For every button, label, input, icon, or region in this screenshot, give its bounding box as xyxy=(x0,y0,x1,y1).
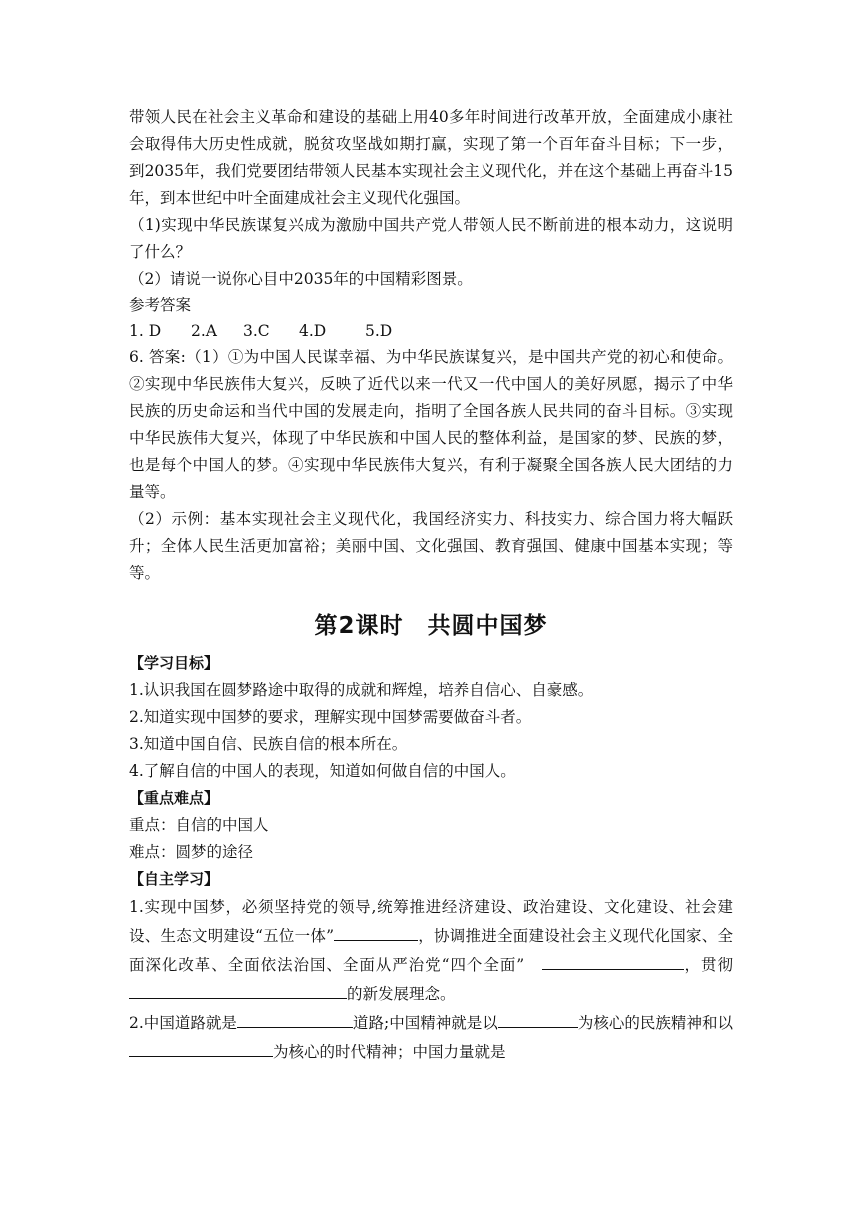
goals-heading: 【学习目标】 xyxy=(129,654,220,672)
goal-item: 1.认识我国在圆梦路途中取得的成就和辉煌，培养自信心、自豪感。 xyxy=(129,681,594,699)
question-1: （1)实现中华民族谋复兴成为激励中国共产党人带领人民不断前进的根本动力，这说明了什么？ xyxy=(129,216,733,261)
fill-blank[interactable] xyxy=(542,953,684,970)
key-point: 重点：自信的中国人 xyxy=(129,816,269,834)
goal-item: 2.知道实现中国梦的要求，理解实现中国梦需要做奋斗者。 xyxy=(129,708,532,726)
fill-blank[interactable] xyxy=(334,924,418,941)
fill-blank[interactable] xyxy=(129,1040,273,1057)
answer-6-part-1: 6. 答案:（1）①为中国人民谋幸福、为中华民族谋复兴，是中国共产党的初心和使命。②实现中华民族伟大复兴，反映了近代以来一代又一代中国人的美好夙愿，揭示了中华民族的历史命运和当代中国的发展走向，指明了全国各族人民共同的奋斗目标。③实现中华民族伟大复兴，体现了中华民族和中国人民的整体利益，是国家的梦、民族的梦，也是每个中国人的梦。④实现中华民族伟大复兴，有利于凝聚全国各族人民大团结的力量等。 xyxy=(129,348,733,501)
fill-blank[interactable] xyxy=(129,982,347,999)
self-study-item-2: 2.中国道路就是 道路;中国精神就是以 为核心的民族精神和以为核心的时代精神；中国力量就是 xyxy=(129,1009,733,1067)
key-points-heading: 【重点难点】 xyxy=(129,789,220,807)
self-study-item-1: 1.实现中国梦，必须坚持党的领导,统筹推进经济建设、政治建设、文化建设、社会建设、生态文明建设“五位一体” ，协调推进全面建设社会主义现代化国家、全面深化改革、全面依法治国、全面从严治党“四个全面” ，贯彻的新发展理念。 xyxy=(129,898,733,1003)
answer-6-part-2: （2）示例：基本实现社会主义现代化，我国经济实力、科技实力、综合国力将大幅跃升；全体人民生活更加富裕；美丽中国、文化强国、教育强国、健康中国基本实现；等等。 xyxy=(129,510,733,582)
choice-answers xyxy=(129,318,733,344)
goal-item: 3.知道中国自信、民族自信的根本所在。 xyxy=(129,735,408,753)
lesson-title: 第2课时 共圆中国梦 xyxy=(314,613,548,639)
question-2: （2）请说一说你心目中2035年的中国精彩图景。 xyxy=(129,270,473,288)
choice-answer: 4.D xyxy=(299,322,327,340)
fill-blank[interactable] xyxy=(237,1011,353,1028)
fill-blank[interactable] xyxy=(498,1011,578,1028)
question-material: 带领人民在社会主义革命和建设的基础上用40多年时间进行改革开放，全面建成小康社会取得伟大历史性成就，脱贫攻坚战如期打赢，实现了第一个百年奋斗目标；下一步，到2035年，我们党要团结带领人民基本实现社会主义现代化，并在这个基础上再奋斗15年，到本世纪中叶全面建成社会主义现代化强国。 xyxy=(129,108,733,207)
self-study-heading: 【自主学习】 xyxy=(129,870,220,888)
choice-answer: 2.A xyxy=(191,322,217,340)
goal-item: 4.了解自信的中国人的表现，知道如何做自信的中国人。 xyxy=(129,762,516,780)
choice-answer: 5.D xyxy=(365,322,393,340)
choice-answer: 1. D xyxy=(129,322,162,340)
difficult-point: 难点：圆梦的途径 xyxy=(129,843,254,861)
document-page xyxy=(129,104,733,1067)
answers-heading: 参考答案 xyxy=(129,296,192,314)
choice-answer: 3.C xyxy=(243,322,270,340)
